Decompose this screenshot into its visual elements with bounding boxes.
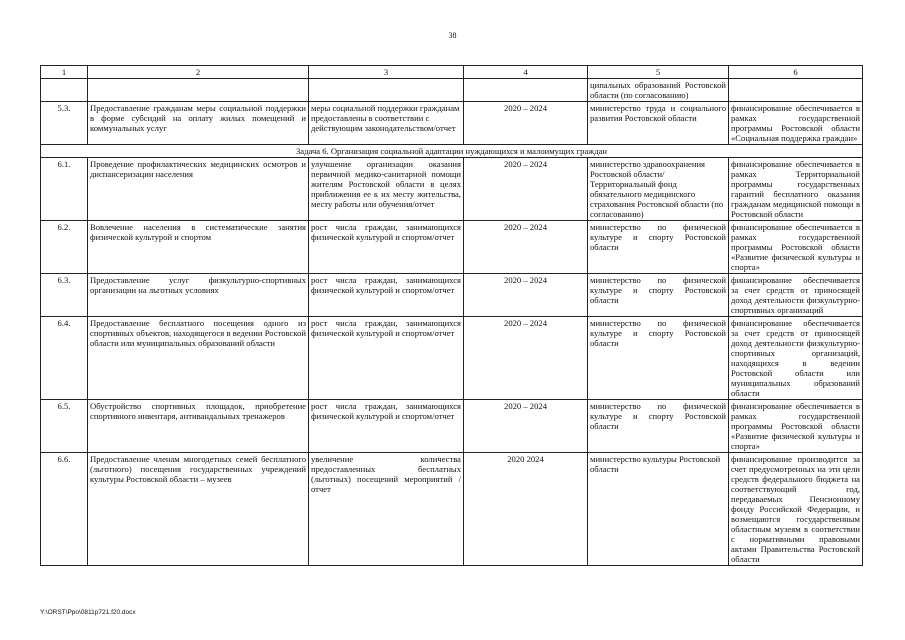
- executor-cell: министерство по физической культуре и спорту Ростовской области: [588, 400, 729, 453]
- measure-cell: Предоставление услуг физкультурно-спортивных организации на льготных условиях: [88, 274, 309, 317]
- table-row: [41, 453, 863, 566]
- table-row: [41, 317, 863, 400]
- column-number-row: [41, 66, 863, 79]
- row-number: 6.4.: [41, 317, 88, 400]
- measure-cell: Обустройство спортивных площадок, приобретение спортивного инвентаря, антивандальных тренажеров: [88, 400, 309, 453]
- header-cell: 5: [588, 66, 729, 79]
- funding-cell: финансирование обеспечивается в рамках государственной программы Ростовской области «Социальная поддержка граждан»: [729, 102, 863, 145]
- task-heading-row: [41, 145, 863, 158]
- result-cell: улучшение организации оказания первичной медико-санитарной помощи жителям Ростовской области в целях приближения ее к их месту жительства, месту работы или обучения/отчет: [309, 158, 464, 221]
- period-cell: 2020 – 2024: [464, 221, 588, 274]
- document-file-path: Y:\ORST\Ppo\0811p721.f20.docx: [40, 609, 136, 616]
- executor-cell: министерство здравоохранения Ростовской области/ Территориальный фонд обязательного медицинского страхования Ростовской области (по согласованию): [588, 158, 729, 221]
- task-heading: Задача 6. Организация социальной адаптации нуждающихся и малоимущих граждан: [41, 145, 863, 158]
- table-cell: [729, 79, 863, 102]
- row-number: 6.3.: [41, 274, 88, 317]
- table-row: [41, 102, 863, 145]
- measures-table: [40, 65, 863, 566]
- table-row: [41, 221, 863, 274]
- header-cell: 1: [41, 66, 88, 79]
- result-cell: увеличение количества предоставленных бесплатных (льготных) посещений мероприятий /отчет: [309, 453, 464, 566]
- table-row: [41, 400, 863, 453]
- executor-cell: министерство по физической культуре и спорту Ростовской области: [588, 274, 729, 317]
- result-cell: рост числа граждан, занимающихся физической культурой и спортом/отчет: [309, 274, 464, 317]
- header-cell: 4: [464, 66, 588, 79]
- period-cell: 2020 – 2024: [464, 102, 588, 145]
- table-cell: [88, 79, 309, 102]
- executor-cell: министерство культуры Ростовской области: [588, 453, 729, 566]
- period-cell: 2020 – 2024: [464, 400, 588, 453]
- measure-cell: Вовлечение населения в систематические занятия физической культурой и спортом: [88, 221, 309, 274]
- measure-cell: Предоставление членам многодетных семей бесплатного (льготного) посещения государственных учреждений культуры Ростовской области – музеев: [88, 453, 309, 566]
- result-cell: меры социальной поддержки гражданам предоставлены в соответствии с действующим законодательством/отчет: [309, 102, 464, 145]
- table-row: [41, 158, 863, 221]
- row-number: 5.3.: [41, 102, 88, 145]
- header-cell: 2: [88, 66, 309, 79]
- measure-cell: Проведение профилактических медицинских осмотров и диспансеризации населения: [88, 158, 309, 221]
- row-number: 6.5.: [41, 400, 88, 453]
- page-number: 38: [448, 31, 457, 40]
- funding-cell: финансирование обеспечивается за счет средств от приносящей доход деятельности физкультурно-спортивных организаций: [729, 274, 863, 317]
- header-cell: 3: [309, 66, 464, 79]
- funding-cell: финансирование производится за счет предусмотренных на эти цели средств федерального бюджета на соответствующий год, передаваемых Пенсионному фонду Российской Федерации, и возмещаются государственным областным музеям в соответствии с нормативными правовыми актами Правительства Ростовской области: [729, 453, 863, 566]
- executor-cell: министерство труда и социального развития Ростовской области: [588, 102, 729, 145]
- row-number: 6.2.: [41, 221, 88, 274]
- executor-cell: министерство по физической культуре и спорту Ростовской области: [588, 317, 729, 400]
- funding-cell: финансирование обеспечивается за счет средств от приносящей доход деятельности физкультурно-спортивных организаций, находящихся в ведении Ростовской области или муниципальных образований области: [729, 317, 863, 400]
- continued-row: [41, 79, 863, 102]
- table-cell: [464, 79, 588, 102]
- measure-cell: Предоставление гражданам меры социальной поддержки в форме субсидий на оплату жилых помещений и коммунальных услуг: [88, 102, 309, 145]
- executor-cell: ципальных образований Ростовской области (по согласованию): [588, 79, 729, 102]
- result-cell: рост числа граждан, занимающихся физической культурой и спортом/отчет: [309, 400, 464, 453]
- row-number: 6.6.: [41, 453, 88, 566]
- header-cell: 6: [729, 66, 863, 79]
- period-cell: 2020 – 2024: [464, 274, 588, 317]
- table-row: [41, 274, 863, 317]
- row-number: 6.1.: [41, 158, 88, 221]
- result-cell: рост числа граждан, занимающихся физической культурой и спортом/отчет: [309, 221, 464, 274]
- result-cell: рост числа граждан, занимающихся физической культурой и спортом/отчет: [309, 317, 464, 400]
- table-cell: [309, 79, 464, 102]
- funding-cell: финансирование обеспечивается в рамках Территориальной программы государственных гарантий бесплатного оказания гражданам медицинской помощи в Ростовской области: [729, 158, 863, 221]
- funding-cell: финансирование обеспечивается в рамках государственной программы Ростовской области «Развитие физической культуры и спорта»: [729, 400, 863, 453]
- table-cell: [41, 79, 88, 102]
- executor-cell: министерство по физической культуре и спорту Ростовской области: [588, 221, 729, 274]
- measure-cell: Предоставление бесплатного посещения одного из спортивных объектов, находящегося в ведении Ростовской области или муниципальных образований области: [88, 317, 309, 400]
- period-cell: 2020 – 2024: [464, 158, 588, 221]
- funding-cell: финансирование обеспечивается в рамках государственной программы Ростовской области «Развитие физической культуры и спорта»: [729, 221, 863, 274]
- period-cell: 2020 – 2024: [464, 317, 588, 400]
- period-cell: 2020 2024: [464, 453, 588, 566]
